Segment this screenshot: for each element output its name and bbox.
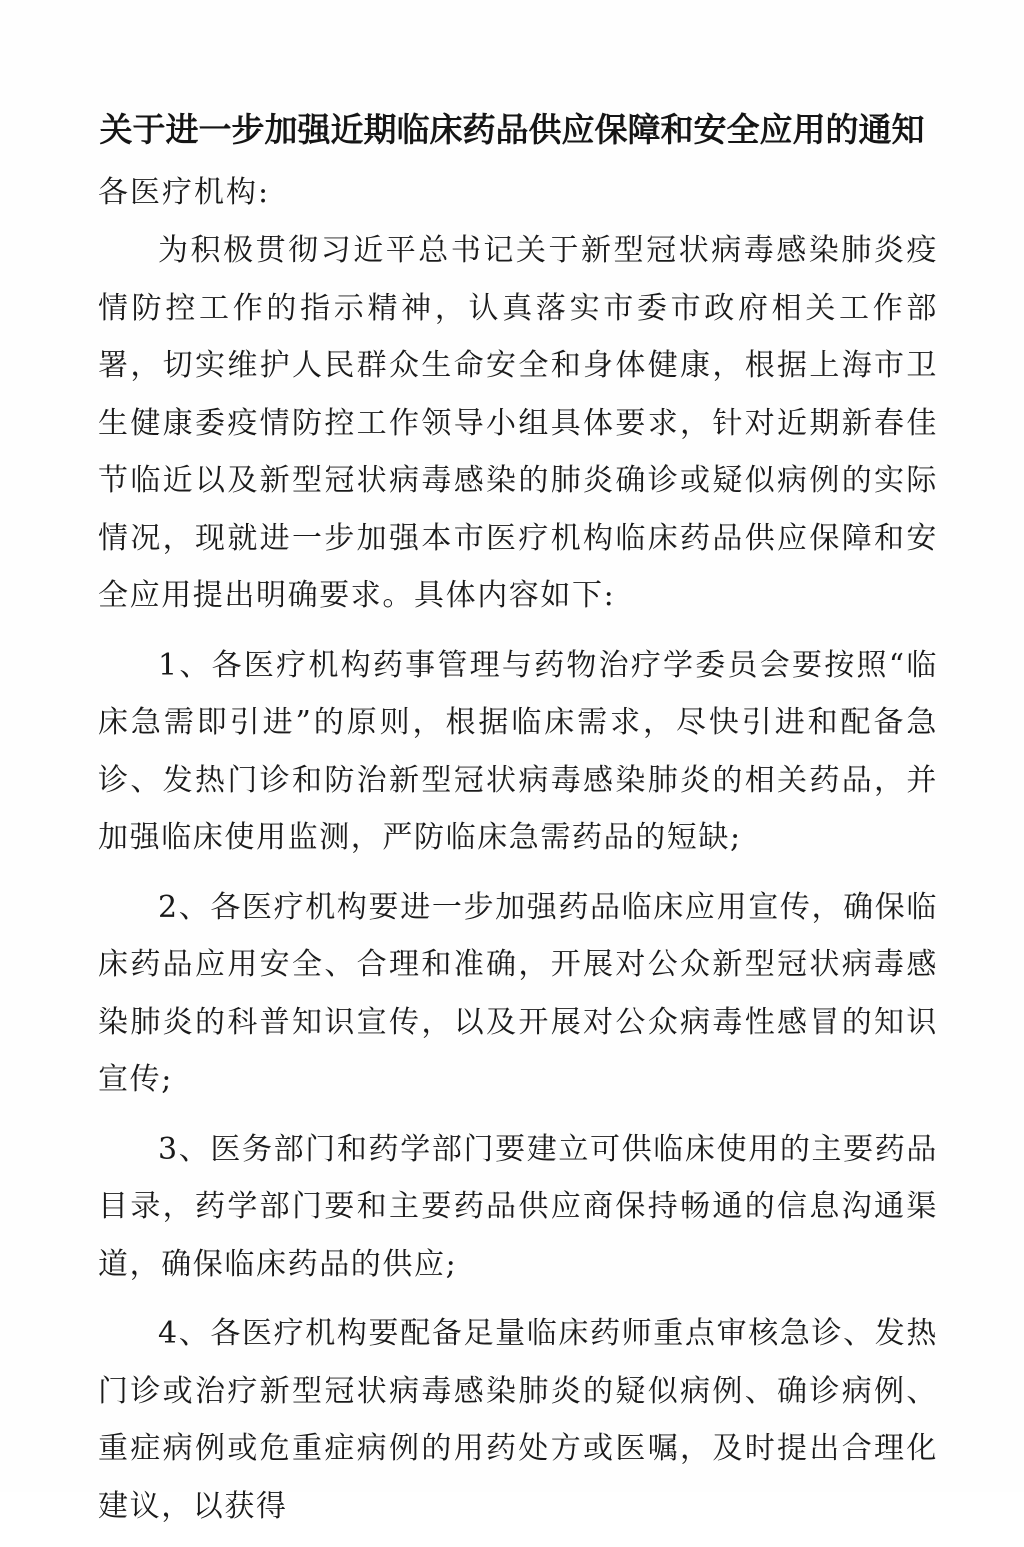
addressee: 各医疗机构: [98,175,271,210]
document-body [98,222,938,1547]
paragraph-item-2: 2、各医疗机构要进一步加强药品临床应用宣传，确保临床药品应用安全、合理和准确，开展对公众新型冠状病毒感染肺炎的科普知识宣传，以及开展对公众病毒性感冒的知识宣传; [98,889,938,1097]
paragraph-intro: 为积极贯彻习近平总书记关于新型冠状病毒感染肺炎疫情防控工作的指示精神，认真落实市委市政府相关工作部署，切实维护人民群众生命安全和身体健康，根据上海市卫生健康委疫情防控工作领导小组具体要求，针对近期新春佳节临近以及新型冠状病毒感染的肺炎确诊或疑似病例的实际情况，现就进一步加强本市医疗机构临床药品供应保障和安全应用提出明确要求。具体内容如下: [98,233,938,613]
paragraph-item-3: 3、医务部门和药学部门要建立可供临床使用的主要药品目录，药学部门要和主要药品供应商保持畅通的信息沟通渠道，确保临床药品的供应; [98,1131,938,1282]
paragraph-item-4: 4、各医疗机构要配备足量临床药师重点审核急诊、发热门诊或治疗新型冠状病毒感染肺炎的疑似病例、确诊病例、重症病例或危重症病例的用药处方或医嘱，及时提出合理化建议，以获得 [98,1316,938,1524]
paragraph-item-1: 1、各医疗机构药事管理与药物治疗学委员会要按照“临床急需即引进”的原则，根据临床需求，尽快引进和配备急诊、发热门诊和防治新型冠状病毒感染肺炎的相关药品，并加强临床使用监测，严防临床急需药品的短缺; [98,647,938,855]
document-title: 关于进一步加强近期临床药品供应保障和安全应用的通知 [99,110,925,149]
